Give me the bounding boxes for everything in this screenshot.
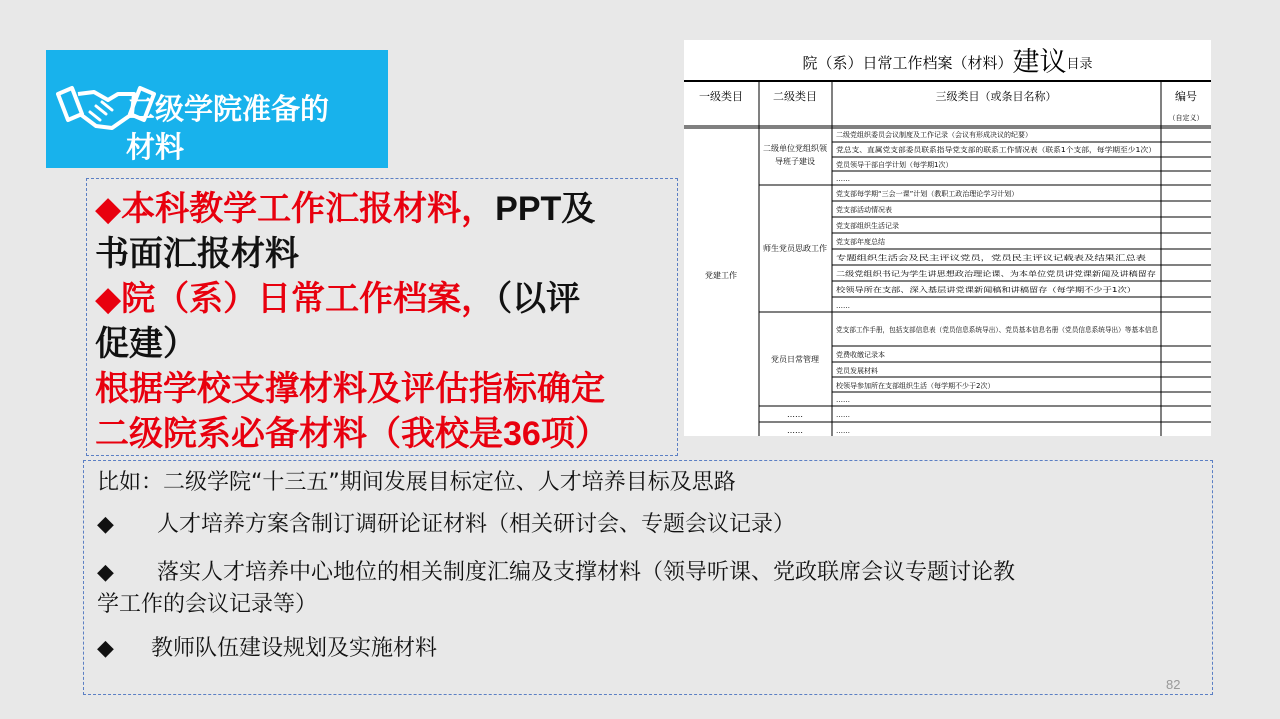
group3-label: 党员日常管理	[771, 355, 819, 364]
example-item-1	[97, 509, 1207, 541]
document-title-suffix: 目录	[1066, 57, 1093, 72]
group2-item-2: 党支部活动情况表	[836, 206, 892, 214]
diamond-bullet-icon: ◆	[95, 279, 122, 319]
key-materials-panel	[86, 178, 678, 456]
diamond-bullet-icon: ◆	[97, 636, 114, 661]
group3-item-1: 党支部工作手册，包括支部信息表（党员信息系统导出）、党员基本信息名册（党员信息系统导出）等基本信息	[836, 326, 1176, 334]
document-title-main: 院（系）日常工作档案（材料）	[802, 54, 1013, 72]
example-item-2-text: 落实人才培养中心地位的相关制度汇编及支撑材料（领导听课、党政联席会议专题讨论教	[157, 560, 1016, 585]
diamond-bullet-icon: ◆	[95, 189, 122, 229]
header-level3: 三级类目（或条目名称）	[935, 90, 1057, 103]
group2-item-1: 党支部每学期“三会一课”计划（教职工政治理论学习计划）	[836, 190, 1019, 198]
group2-item-5: 专题组织生活会及民主评议党员，党员民主评议记载表及结果汇总表	[836, 254, 1046, 262]
header-number-note: （自定义）	[1168, 114, 1204, 122]
written-report-label: 书面汇报材料	[95, 234, 299, 274]
group1-item-1: 二级党组织委员会议制度及工作记录（会议有形成决议的纪要）	[836, 131, 1032, 139]
group2-item-3: 党支部组织生活记录	[836, 222, 899, 230]
header-title-line1: 二级学院准备的	[126, 92, 330, 126]
ppt-label: PPT	[495, 190, 562, 228]
example-item-2	[97, 557, 1207, 589]
section-header	[46, 50, 388, 168]
evaluation-note-cont: 促建）	[95, 324, 197, 364]
header-title	[126, 90, 376, 166]
item-count-unit: 项）	[540, 414, 609, 454]
extra-row-1-label: ……	[787, 410, 803, 419]
group2-item-8: ……	[836, 302, 850, 310]
examples-intro: 比如：二级学院“十三五”期间发展目标定位、人才培养目标及思路	[97, 470, 736, 495]
document-table	[684, 40, 1211, 436]
required-materials-text: 二级院系必备材料（我校是	[95, 414, 503, 454]
item-count: 36	[503, 415, 541, 453]
line-daily-archives	[95, 277, 671, 322]
group1-item-4: ……	[836, 175, 850, 183]
diamond-bullet-icon: ◆	[97, 512, 114, 537]
header-level1: 一级类目	[699, 90, 743, 103]
example-item-1-text: 人才培养方案含制订调研论证材料（相关研讨会、专题会议记录）	[157, 512, 796, 537]
examples-panel	[83, 460, 1213, 695]
and-label: 及	[561, 189, 596, 229]
diamond-bullet-icon: ◆	[97, 560, 114, 585]
group2-item-4: 党支部年度总结	[836, 238, 885, 246]
extra-row-2-item: ……	[836, 427, 850, 435]
example-item-3	[97, 633, 1207, 665]
example-item-2-cont: 学工作的会议记录等）	[97, 592, 318, 617]
page-number: 82	[1166, 677, 1181, 692]
group1-label-b: 导班子建设	[775, 157, 815, 166]
key-materials-text	[95, 187, 671, 457]
header-number: 编号	[1175, 90, 1197, 103]
group2-item-7: 校领导所在支部、深入基层讲党课新闻稿和讲稿留存（每学期不少于1次）	[836, 286, 1065, 294]
group3-item-4: 校领导参加所在支部组织生活（每学期不少于2次）	[836, 382, 995, 390]
archive-catalog-document	[684, 40, 1211, 436]
group3-item-3: 党员发展材料	[836, 367, 878, 375]
required-materials-statement	[95, 412, 671, 457]
extra-row-1-item: ……	[836, 411, 850, 419]
example-item-3-text: 教师队伍建设规划及实施材料	[151, 636, 438, 661]
document-title-emphasis: 建议	[1012, 47, 1067, 78]
group1-item-2: 党总支、直属党支部委员联系指导党支部的联系工作情况表（联系1个支部，每学期至少1次）	[836, 146, 1125, 154]
header-level2: 二级类目	[773, 90, 817, 103]
group1-label-a: 二级单位党组织领	[763, 144, 827, 153]
group1-item-3: 党员领导干部自学计划（每学期1次）	[836, 161, 953, 169]
daily-archives-label: 院（系）日常工作档案，	[121, 279, 496, 319]
evaluation-note: （以评	[495, 279, 581, 319]
level1-party-building: 党建工作	[705, 271, 737, 280]
group2-item-6: 二级党组织书记为学生讲思想政治理论课、为本单位党员讲党课新闻及讲稿留存	[836, 270, 1081, 278]
header-title-line2: 材料	[126, 130, 185, 164]
group2-label: 师生党员思政工作	[763, 244, 827, 253]
extra-row-2-label: ……	[787, 426, 803, 435]
group3-item-5: ……	[836, 396, 850, 404]
group3-item-2: 党费收缴记录本	[836, 351, 885, 359]
line-teaching-report	[95, 187, 671, 232]
teaching-report-label: 本科教学工作汇报材料，	[121, 189, 496, 229]
basis-statement: 根据学校支撑材料及评估指标确定	[95, 369, 605, 409]
